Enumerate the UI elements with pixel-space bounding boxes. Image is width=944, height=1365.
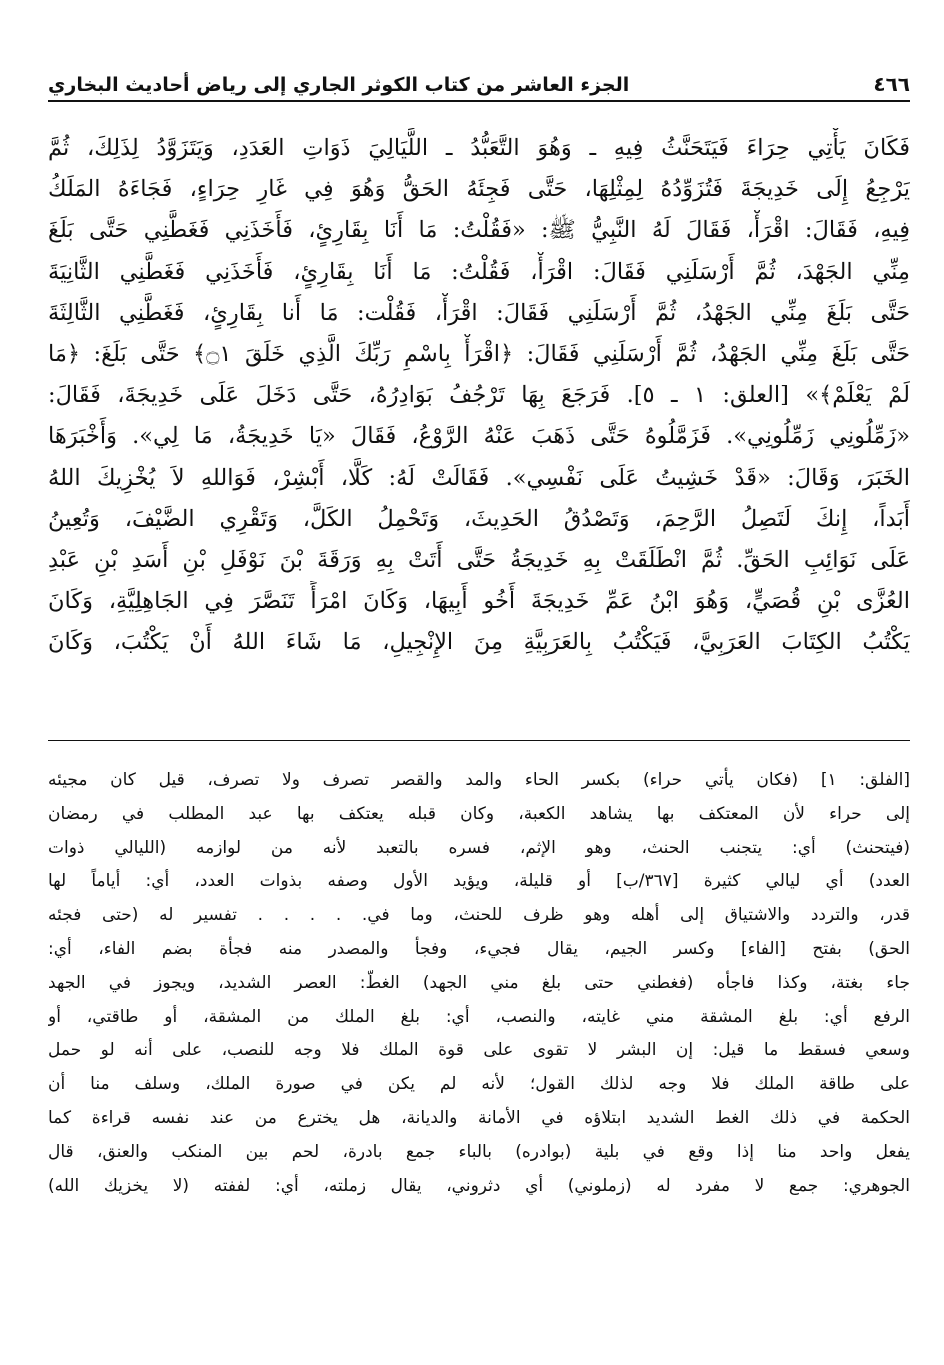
book-page: [48, 60, 910, 1345]
footnote-line: الحكمة في ذلك الغط الشديد ابتلاؤه في الأمانة والديانة، هل يخترع من عند نفسه قراءة كما: [48, 1107, 910, 1128]
text-line: أَبَداً، إِنكَ لَتَصِلُ الرَّحِمَ، وَتَصْدُقُ الحَدِيثَ، وَتَحْمِلُ الكَلَّ، وَتَقْرِي الضَّيْفَ، وَتُعِينُ: [48, 505, 910, 532]
text-line: يَكْتُبُ الكِتَابَ العَرَبِيَّ، فَيَكْتُبُ بِالعَرَبِيَّةِ مِنَ الإِنْجِيلِ، مَا شَاءَ اللهُ أَنْ يَكْتُبَ، وَكَانَ: [48, 629, 910, 656]
footnote-line: قدر، والتردد والاشتياق إلى أهله وهو ظرف للحنث، وما في. . . . . تفسير له (حتى فجئه: [48, 905, 910, 926]
footnote-separator: [48, 740, 910, 741]
footnote-line: (فيتحنث) أي: يتجنب الحنث، وهو الإثم، فسره بالتعبد لأنه من لوازمه (الليالي ذوات: [48, 837, 910, 858]
text-line: فَكَانَ يَأْتِي حِرَاءَ فَيَتَحَنَّثُ فِيهِ ـ وَهُوَ التَّعَبُّدُ ـ اللَّيَالِيَ ذَوَاتِ العَدَدِ، وَيَتَزَوَّدُ لِذَلِكَ، ثُمَّ: [48, 135, 910, 161]
text-line: حَتَّى بَلَغَ مِنِّي الجَهْدُ، ثُمَّ أَرْسَلَنِي فَقَالَ: اقْرَأْ، فَقُلْت: مَا أَنا بِقَارِئٍ، فَغَطَّنِي الثَّالِثَةَ: [48, 299, 910, 326]
text-line: لَمْ يَعْلَمْ﴾» [العلق: ١ ـ ٥]. فَرَجَعَ بِهَا تَرْجُفُ بَوَادِرُهُ، حَتَّى دَخَلَ عَلَى خَدِيجَةَ، فَقَالَ:: [48, 382, 910, 409]
footnote-line: يفعل واحد منا إذا وقع في بلية (بوادره) بالباء جمع بادرة، لحم بين المنكب والعنق، قال: [48, 1141, 910, 1162]
text-line: عَلَى نَوَائِبِ الحَقِّ. ثُمَّ انْطَلَقَتْ بِهِ خَدِيجَةُ حَتَّى أَتَتْ بِهِ وَرَقَةَ بْنَ نَوْفَلِ بْنِ أَسَدِ بْنِ عَبْدِ: [48, 547, 910, 574]
footnote-line: إلى حراء لأن المعتكف بها يشاهد الكعبة، وكان قبله يعتكف بها عبد المطلب في رمضان: [48, 803, 910, 824]
footnote-line: جاء بغتة، وكذا فاجأه (فغطني حتى بلغ مني الجهد) الغطّ: العصر الشديد، ويجوز في الجهد: [48, 972, 910, 993]
text-line: حَتَّى بَلَغَ مِنِّي الجَهْدُ، ثُمَّ أَرْسَلَنِي فَقَالَ: ﴿اقْرَأْ بِاسْمِ رَبِّكَ الَّذِي خَلَقَ ۝١﴾ حَتَّى بَلَغَ: ﴿مَا: [48, 341, 910, 368]
footnote-line: وسعي فسقط ما قيل: إن البشر لا تقوى على قوة الملك فلا وجه للنصب، على أنه لو حمل: [48, 1040, 910, 1061]
footnote-line: العدد) أي ليالي كثيرة [٣٦٧/ب] أو قليلة، ويؤيد الأول وصفه بذوات العدد، أي: أياماً لها: [48, 871, 910, 892]
page-header: [48, 60, 910, 102]
footnote-line: الجوهري: جمع لا مفرد له (زملوني) أي دثروني، يقال زملته، أي: لففته (لا يخزيك الله): [48, 1175, 910, 1196]
footnote-line: على طاقة الملك فلا وجه لذلك القول؛ لأنه لم يكن في صورة الملك، وسلف منا أن: [48, 1074, 910, 1095]
page-number: ٤٦٦: [873, 72, 910, 96]
text-line: يَرْجِعُ إِلَى خَدِيجَةَ فَتُزَوِّدُهُ لِمِثْلِهَا، حَتَّى فَجِئَهُ الحَقُّ وَهُوَ فِي غَارِ حِرَاءٍ، فَجَاءَهُ المَلَكُ: [48, 176, 910, 203]
text-line: العُزَّى بْنِ قُصَيٍّ، وَهُوَ ابْنُ عَمِّ خَدِيجَةَ أَخُو أَبِيهَا، وَكَانَ امْرَأً تَنَصَّرَ فِي الجَاهِلِيَّةِ، وَكَانَ: [48, 588, 910, 615]
footnote-line: الحق) بفتح [الفاء] وكسر الجيم، يقال فجيء، وفجأ والمصدر منه فجأة بضم الفاء، أي:: [48, 938, 910, 959]
footnotes: [48, 764, 910, 1203]
text-line: الخَبَرَ، وَقَالَ: «قَدْ خَشِيتُ عَلَى نَفْسِي». فَقَالَتْ لَهُ: كَلَّا، أَبْشِرْ، فَوَاللهِ لاَ يُخْزِيكَ اللهُ: [48, 464, 910, 491]
footnote-line: [الفلق: ١] (فكان يأتي حراء) بكسر الحاء والمد والقصر تصرف ولا تصرف، قيل كان مجيئه: [48, 770, 910, 790]
text-line: «زَمِّلُونِي زَمِّلُونِي». فَزَمَّلُوهُ حَتَّى ذَهَبَ عَنْهُ الرَّوْعُ، فَقَالَ «يَا خَدِيجَةُ، مَا لِي». وَأَخْبَرَهَا: [48, 423, 910, 450]
text-line: مِنِّي الجَهْدَ، ثُمَّ أَرْسَلَنِي فَقَالَ: اقْرَأْ، فَقُلْتُ: مَا أَنَا بِقَارِئٍ، فَأَخَذَنِي فَغَطَّنِي الثَّانِيَةَ: [48, 258, 910, 285]
hadith-text: [48, 128, 910, 664]
running-title: الجزء العاشر من كتاب الكوثر الجاري إلى رياض أحاديث البخاري: [48, 74, 630, 96]
text-line: فِيهِ، فَقَالَ: اقْرَأْ، فَقَالَ لَهُ النَّبِيُّ ﷺ: «فَقُلْتُ: مَا أَنَا بِقَارِئٍ، فَأَخَذَنِي فَغَطَّنِي حَتَّى بَلَغَ: [48, 217, 910, 244]
footnote-line: الرفع أي: بلغ المشقة مني غايته، والنصب، أي: بلغ الملك من المشقة، أو طاقتي، أو: [48, 1006, 910, 1027]
